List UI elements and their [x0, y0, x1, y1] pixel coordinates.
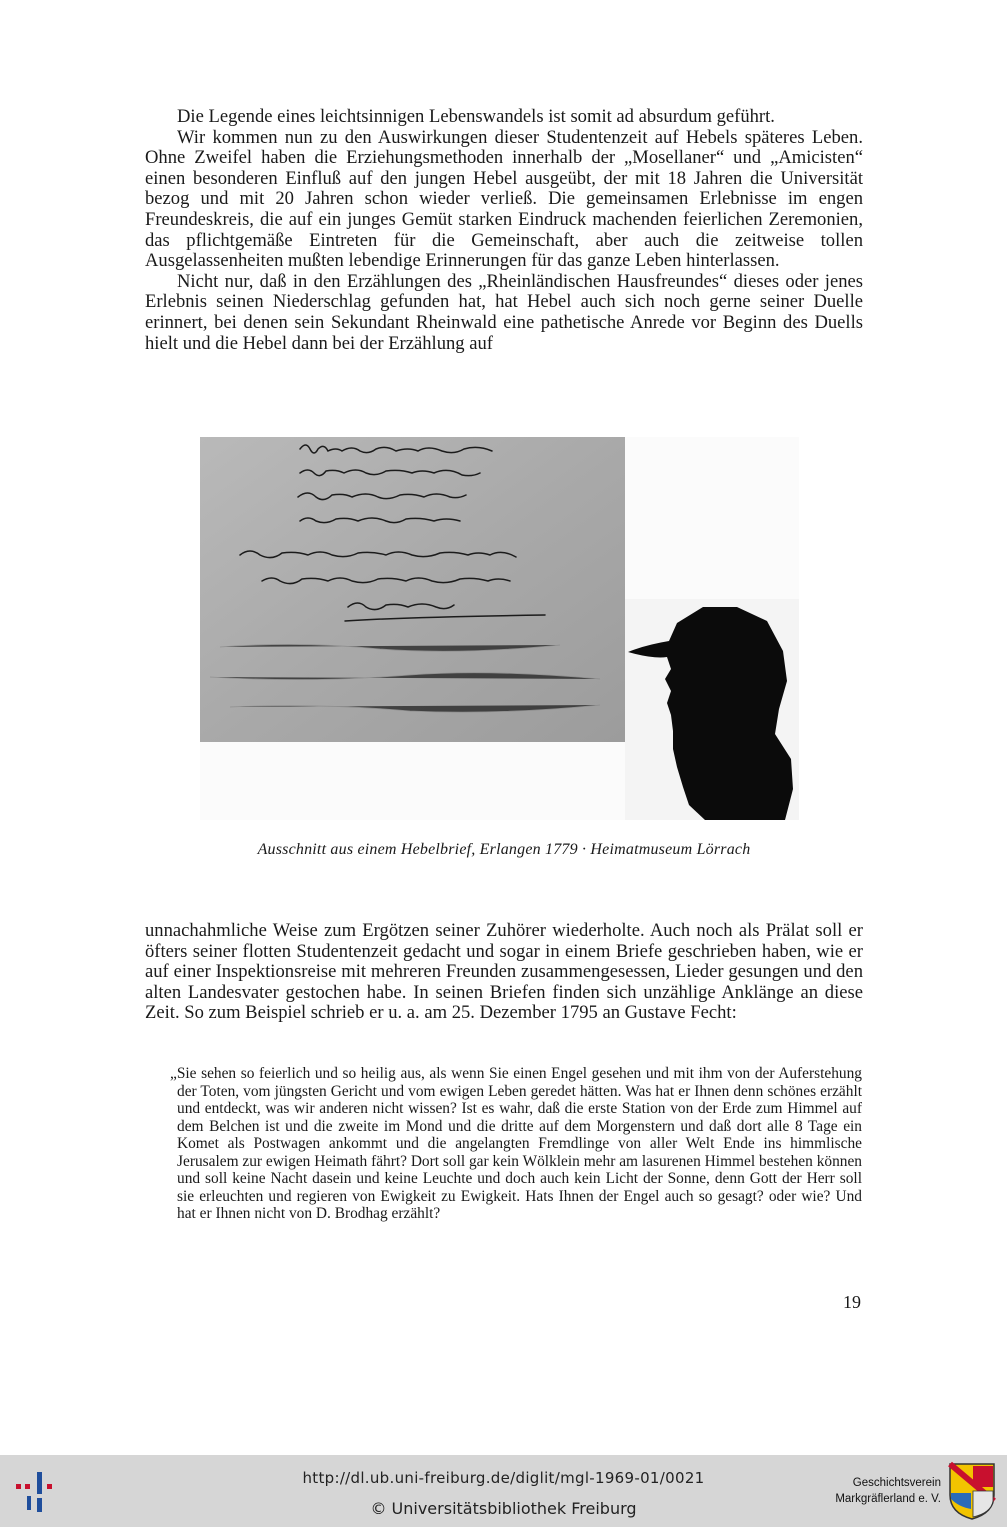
block-quote: [170, 1065, 862, 1223]
footer-copyright: © Universitätsbibliothek Freiburg: [370, 1499, 637, 1518]
letter-figure: [200, 437, 799, 820]
paragraph: Nicht nur, daß in den Erzählungen des „Rheinländischen Hausfreundes“ dieses oder jenes Erlebnis seinen Niederschlag gefunden hat, hat Hebel auch sich noch gerne seiner Duelle erinnert, bei denen sein Sekundant Rheinwald eine pathetische Anrede vor Beginn des Duells hielt und die Hebel dann bei der Erzählung auf: [145, 270, 863, 354]
paragraph: unnachahmliche Weise zum Ergötzen seiner Zuhörer wiederholte. Auch noch als Prälat soll er öfters seiner flotten Studentenzeit gedacht und sogar in einem Briefe geschrieben haben, wie er auf einer Inspektionsreise mit mehreren Freunden zusammengesessen, Lieder gesungen und den alten Landesvater gestochen habe. In seinen Briefen finden sich unzählige Anklänge an diese Zeit. So zum Beispiel schrieb er u. a. am 25. Dezember 1795 an Gustave Fecht:: [145, 920, 863, 1024]
paragraph: Die Legende eines leichtsinnigen Lebenswandels ist somit ad absurdum geführt.: [177, 106, 775, 127]
paragraph: Wir kommen nun zu den Auswirkungen dieser Studentenzeit auf Hebels späteres Leben. Ohne Zweifel haben die Erziehungsmethoden innerhalb der „Mosellaner“ und „Amicisten“ einen besonderen Einfluß auf den jungen Hebel ausgeübt, der mit 18 Jahren die Universität bezog und mit 20 Jahren schon wieder verließ. Die gemeinsamen Erlebnisse im engen Freundeskreis, die auf ein junges Gemüt starken Eindruck machenden feierlichen Zeremonien, das pflichtgemäße Eintreten für die Gemeinschaft, aber auch die zeitweise tollen Ausgelassenheiten mußten lebendige Erinnerungen für das ganze Leben hinterlassen.: [145, 126, 863, 272]
page-number: 19: [843, 1292, 861, 1312]
society-name: [835, 1475, 941, 1507]
society-line: Geschichtsverein: [852, 1477, 941, 1489]
body-text-bottom: [145, 921, 863, 1024]
body-text-top: [145, 107, 863, 354]
quote-text: „Sie sehen so feierlich und so heilig aus, als wenn Sie einen Engel gesehen und mit ihm von der Auferstehung der Toten, vom jüngsten Gericht und vom ewigen Leben geredet hätten. Was hat er Ihnen denn schönes erzählt und entdeckt, was wir anderen nicht wissen? Ist es wahr, daß die erste Station von der Erde zum Himmel auf dem Belchen ist und die zweite im Mond und die dritte auf dem Morgenstern und daß dort alle 8 Tage ein Komet als Postwagen ankommt und die angelangten Fremdlinge von aller Welt Ende ins himmlische Jerusalem zur ewigen Heimath fährt? Dort soll gar kein Wölklein mehr am lasurenen Himmel bestehen können und soll keine Nacht dasein und keine Leuchte und doch auch kein Licht der Sonne, denn Gott der Herr soll sie erleuchten und regieren von Ewigkeit zu Ewigkeit. Hats Ihnen der Engel auch so gesagt? oder wie? Und hat er Ihnen nicht von D. Brodhag erzählt?: [170, 1065, 862, 1222]
society-line: Markgräflerland e. V.: [835, 1493, 941, 1505]
footer-url-link[interactable]: http://dl.ub.uni-freiburg.de/diglit/mgl-1969-01/0021: [302, 1469, 705, 1487]
silhouette-portrait-image: [625, 599, 799, 820]
figure-caption: Ausschnitt aus einem Hebelbrief, Erlangen 1779 · Heimatmuseum Lörrach: [257, 841, 751, 858]
coat-of-arms-icon: [947, 1461, 997, 1521]
handwritten-letter-image: [200, 437, 625, 742]
footer-bar: [0, 1455, 1007, 1527]
